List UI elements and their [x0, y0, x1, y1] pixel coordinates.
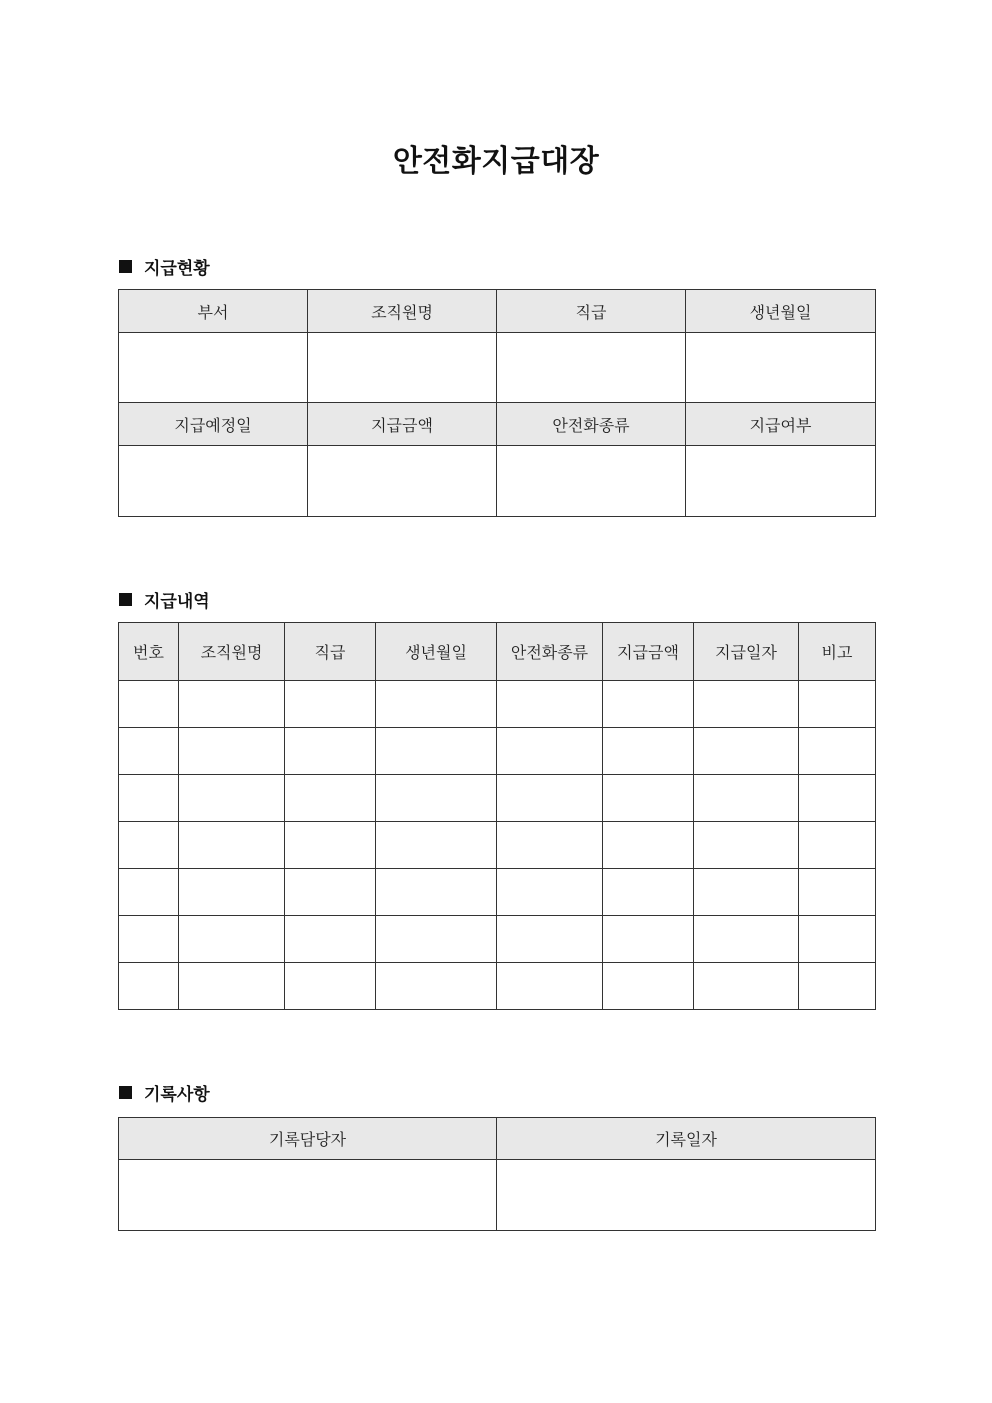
table-cell[interactable]: [376, 728, 497, 775]
input-cell-record-date[interactable]: [497, 1160, 876, 1231]
table-cell[interactable]: [497, 916, 603, 963]
table-cell[interactable]: [179, 916, 285, 963]
table-cell[interactable]: [694, 775, 799, 822]
table-cell[interactable]: [376, 869, 497, 916]
header-cell-number: 번호: [119, 623, 179, 681]
table-cell[interactable]: [179, 869, 285, 916]
input-cell-birthdate[interactable]: [686, 333, 876, 403]
header-cell-department: 부서: [119, 290, 308, 333]
status-table: [118, 289, 876, 517]
input-cell-department[interactable]: [119, 333, 308, 403]
table-cell[interactable]: [285, 963, 376, 1010]
table-cell[interactable]: [497, 822, 603, 869]
header-cell-amount: 지급금액: [603, 623, 694, 681]
input-cell-issued-status[interactable]: [686, 446, 876, 517]
table-cell[interactable]: [285, 869, 376, 916]
table-cell[interactable]: [119, 681, 179, 728]
table-cell[interactable]: [799, 916, 876, 963]
table-cell[interactable]: [694, 681, 799, 728]
table-cell[interactable]: [694, 963, 799, 1010]
details-header-row: [119, 623, 876, 681]
table-cell[interactable]: [179, 728, 285, 775]
square-bullet-icon: [119, 1086, 132, 1099]
table-row: [119, 869, 876, 916]
table-cell[interactable]: [119, 963, 179, 1010]
table-cell[interactable]: [497, 728, 603, 775]
input-cell-position[interactable]: [497, 333, 686, 403]
table-cell[interactable]: [376, 916, 497, 963]
header-cell-issued-status: 지급여부: [686, 403, 876, 446]
table-cell[interactable]: [799, 869, 876, 916]
table-cell[interactable]: [799, 775, 876, 822]
table-cell[interactable]: [603, 916, 694, 963]
table-cell[interactable]: [497, 963, 603, 1010]
header-cell-birthdate: 생년월일: [376, 623, 497, 681]
table-cell[interactable]: [376, 775, 497, 822]
header-cell-position: 직급: [497, 290, 686, 333]
table-cell[interactable]: [603, 869, 694, 916]
header-cell-recorder: 기록담당자: [119, 1118, 497, 1160]
table-cell[interactable]: [799, 963, 876, 1010]
header-cell-shoe-type: 안전화종류: [497, 623, 603, 681]
table-cell[interactable]: [694, 728, 799, 775]
square-bullet-icon: [119, 260, 132, 273]
record-header-row: [119, 1118, 876, 1160]
input-cell-amount[interactable]: [308, 446, 497, 517]
table-row: [119, 963, 876, 1010]
input-cell-recorder[interactable]: [119, 1160, 497, 1231]
table-cell[interactable]: [694, 822, 799, 869]
table-cell[interactable]: [497, 681, 603, 728]
details-table: [118, 622, 876, 1010]
table-cell[interactable]: [119, 775, 179, 822]
section-heading-details: [119, 587, 210, 612]
table-cell[interactable]: [285, 775, 376, 822]
table-cell[interactable]: [179, 775, 285, 822]
table-cell[interactable]: [799, 681, 876, 728]
table-cell[interactable]: [179, 681, 285, 728]
table-cell[interactable]: [799, 728, 876, 775]
table-cell[interactable]: [603, 775, 694, 822]
header-cell-position: 직급: [285, 623, 376, 681]
table-cell[interactable]: [285, 822, 376, 869]
table-cell[interactable]: [179, 963, 285, 1010]
table-row: [119, 728, 876, 775]
header-cell-issue-date: 지급일자: [694, 623, 799, 681]
input-cell-scheduled-date[interactable]: [119, 446, 308, 517]
table-cell[interactable]: [376, 681, 497, 728]
status-input-row: [119, 333, 876, 403]
table-cell[interactable]: [497, 775, 603, 822]
table-row: [119, 916, 876, 963]
table-cell[interactable]: [603, 728, 694, 775]
input-cell-member-name[interactable]: [308, 333, 497, 403]
table-cell[interactable]: [603, 963, 694, 1010]
record-table: [118, 1117, 876, 1231]
square-bullet-icon: [119, 593, 132, 606]
header-cell-shoe-type: 안전화종류: [497, 403, 686, 446]
status-header-row: [119, 403, 876, 446]
table-cell[interactable]: [376, 963, 497, 1010]
section-heading-label: 지급현황: [144, 259, 210, 279]
table-cell[interactable]: [497, 869, 603, 916]
record-input-row: [119, 1160, 876, 1231]
header-cell-scheduled-date: 지급예정일: [119, 403, 308, 446]
table-cell[interactable]: [376, 822, 497, 869]
table-cell[interactable]: [285, 728, 376, 775]
table-cell[interactable]: [119, 916, 179, 963]
section-heading-label: 지급내역: [144, 592, 210, 612]
section-heading-status: [119, 254, 210, 279]
header-cell-remarks: 비고: [799, 623, 876, 681]
details-body: [119, 681, 876, 1010]
header-cell-member-name: 조직원명: [179, 623, 285, 681]
table-row: [119, 681, 876, 728]
input-cell-shoe-type[interactable]: [497, 446, 686, 517]
page-title: 안전화지급대장: [392, 144, 600, 179]
header-cell-record-date: 기록일자: [497, 1118, 876, 1160]
table-cell[interactable]: [799, 822, 876, 869]
table-cell[interactable]: [694, 916, 799, 963]
table-cell[interactable]: [603, 681, 694, 728]
table-cell[interactable]: [285, 681, 376, 728]
table-row: [119, 775, 876, 822]
table-cell[interactable]: [119, 869, 179, 916]
table-cell[interactable]: [285, 916, 376, 963]
section-heading-label: 기록사항: [144, 1085, 210, 1105]
header-cell-member-name: 조직원명: [308, 290, 497, 333]
status-input-row: [119, 446, 876, 517]
table-cell[interactable]: [119, 728, 179, 775]
header-cell-birthdate: 생년월일: [686, 290, 876, 333]
header-cell-amount: 지급금액: [308, 403, 497, 446]
table-row: [119, 822, 876, 869]
table-cell[interactable]: [179, 822, 285, 869]
table-cell[interactable]: [694, 869, 799, 916]
table-cell[interactable]: [603, 822, 694, 869]
status-header-row: [119, 290, 876, 333]
table-cell[interactable]: [119, 822, 179, 869]
section-heading-record: [119, 1080, 210, 1105]
